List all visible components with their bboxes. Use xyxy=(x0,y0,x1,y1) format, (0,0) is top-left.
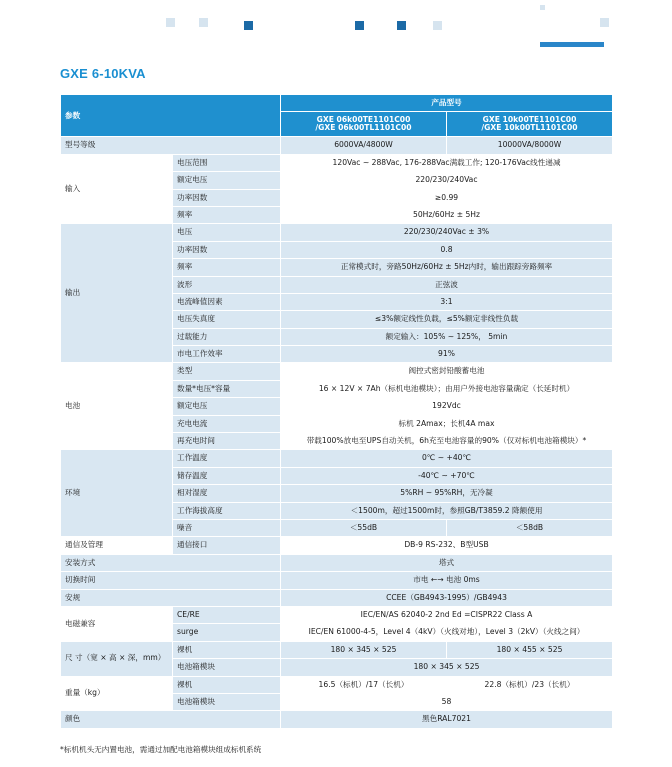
environment-val: -40℃ ~ +70℃ xyxy=(281,467,613,484)
install-val: 塔式 xyxy=(281,554,613,571)
table-row xyxy=(61,589,613,606)
table-row xyxy=(61,641,613,658)
table-row xyxy=(61,363,613,380)
battery-val: 标机 2Amax；长机4A max xyxy=(281,415,613,432)
output-val: ≤3%额定线性负载，≤5%额定非线性负载 xyxy=(281,311,613,328)
emc-val: IEC/EN/AS 62040-2 2nd Ed =CISPR22 Class A xyxy=(281,606,613,623)
size-box-val: 180 × 345 × 525 xyxy=(281,659,613,676)
output-val: 0.8 xyxy=(281,241,613,258)
model-a xyxy=(281,112,447,137)
emc-label: 电磁兼容 xyxy=(61,606,173,641)
rating-label: 型号等级 xyxy=(61,137,281,154)
model-a-line2: /GXE 06k00TL1101C00 xyxy=(315,123,412,133)
rating-a: 6000VA/4800W xyxy=(281,137,447,154)
decor-square xyxy=(199,18,208,27)
size-bare-b: 180 × 455 × 525 xyxy=(447,641,613,658)
environment-val: 0℃ ~ +40℃ xyxy=(281,450,613,467)
input-sub: 功率因数 xyxy=(173,189,281,206)
environment-sub: 储存温度 xyxy=(173,467,281,484)
environment-val: ＜1500m，超过1500m时，参照GB/T3859.2 降额使用 xyxy=(281,502,613,519)
battery-label: 电池 xyxy=(61,363,173,450)
table-row xyxy=(61,606,613,623)
environment-val: 5%RH ~ 95%RH，无冷凝 xyxy=(281,485,613,502)
decor-square xyxy=(244,21,253,30)
color-label: 颜色 xyxy=(61,711,281,728)
environment-sub: 工作海拔高度 xyxy=(173,502,281,519)
decor-square xyxy=(600,18,609,27)
battery-sub: 数量*电压*容量 xyxy=(173,380,281,397)
comm-val: DB-9 RS-232、B型USB xyxy=(281,537,613,554)
comm-sub: 通信接口 xyxy=(173,537,281,554)
size-bare-label: 裸机 xyxy=(173,641,281,658)
environment-sub: 工作温度 xyxy=(173,450,281,467)
model-header: 产品型号 xyxy=(281,95,613,112)
input-val: 120Vac ~ 288Vac, 176-288Vac满载工作; 120-176Vac线性递减 xyxy=(281,154,613,171)
table-row xyxy=(61,137,613,154)
battery-sub: 类型 xyxy=(173,363,281,380)
input-label: 输入 xyxy=(61,154,173,224)
weight-bare-a: 16.5（标机）/17（长机） xyxy=(281,676,447,693)
table-row xyxy=(61,572,613,589)
table-row xyxy=(61,554,613,571)
size-box-label: 电池箱模块 xyxy=(173,659,281,676)
size-label: 尺 寸（宽 × 高 × 深，mm） xyxy=(61,641,173,676)
weight-label: 重量（kg） xyxy=(61,676,173,711)
battery-sub: 再充电时间 xyxy=(173,433,281,450)
input-sub: 频率 xyxy=(173,206,281,223)
emc-sub: CE/RE xyxy=(173,606,281,623)
output-val: 额定输入：105% ~ 125%， 5min xyxy=(281,328,613,345)
weight-bare-b: 22.8（标机）/23（长机） xyxy=(447,676,613,693)
install-label: 安装方式 xyxy=(61,554,281,571)
battery-sub: 充电电流 xyxy=(173,415,281,432)
model-b-line1: GXE 10k00TE1101C00 xyxy=(482,115,577,125)
decor-square xyxy=(166,18,175,27)
noise-label: 噪音 xyxy=(173,519,281,536)
param-header: 参数 xyxy=(61,95,281,137)
noise-b: ＜58dB xyxy=(447,519,613,536)
battery-val: 192Vdc xyxy=(281,398,613,415)
decor-square xyxy=(397,21,406,30)
footnote: *标机机头无内置电池，需通过加配电池箱模块组成标机系统 xyxy=(60,745,262,754)
output-sub: 过载能力 xyxy=(173,328,281,345)
spec-table xyxy=(60,94,613,729)
output-sub: 电流峰值因素 xyxy=(173,293,281,310)
weight-box-label: 电池箱模块 xyxy=(173,693,281,710)
weight-box-val: 58 xyxy=(281,693,613,710)
model-b-line2: /GXE 10k00TL1101C00 xyxy=(481,123,578,133)
table-row xyxy=(61,711,613,728)
noise-a: ＜55dB xyxy=(281,519,447,536)
switch-label: 切换时间 xyxy=(61,572,281,589)
header-row xyxy=(61,95,613,112)
output-val: 91% xyxy=(281,346,613,363)
table-row xyxy=(61,224,613,241)
output-sub: 电压失真度 xyxy=(173,311,281,328)
battery-val: 阀控式密封铅酸蓄电池 xyxy=(281,363,613,380)
comm-label: 通信及管理 xyxy=(61,537,173,554)
model-a-line1: GXE 06k00TE1101C00 xyxy=(316,115,411,125)
safety-val: CCEE（GB4943-1995）/GB4943 xyxy=(281,589,613,606)
rating-b: 10000VA/8000W xyxy=(447,137,613,154)
environment-label: 环境 xyxy=(61,450,173,537)
color-val: 黑色RAL7021 xyxy=(281,711,613,728)
input-sub: 电压范围 xyxy=(173,154,281,171)
page-title: GXE 6-10KVA xyxy=(60,66,146,81)
table-row xyxy=(61,537,613,554)
table-row xyxy=(61,450,613,467)
decorative-header xyxy=(0,0,672,50)
size-bare-a: 180 × 345 × 525 xyxy=(281,641,447,658)
battery-sub: 额定电压 xyxy=(173,398,281,415)
input-val: ≥0.99 xyxy=(281,189,613,206)
output-sub: 功率因数 xyxy=(173,241,281,258)
output-sub: 电压 xyxy=(173,224,281,241)
switch-val: 市电 ←→ 电池 0ms xyxy=(281,572,613,589)
output-val: 220/230/240Vac ± 3% xyxy=(281,224,613,241)
input-val: 50Hz/60Hz ± 5Hz xyxy=(281,206,613,223)
decor-bar xyxy=(540,42,604,47)
battery-val: 带载100%放电至UPS自动关机，6h充至电池容量的90%（仅对标机电池箱模块）* xyxy=(281,433,613,450)
output-sub: 频率 xyxy=(173,259,281,276)
input-val: 220/230/240Vac xyxy=(281,172,613,189)
output-val: 正弦波 xyxy=(281,276,613,293)
decor-square xyxy=(540,5,545,10)
emc-sub: surge xyxy=(173,624,281,641)
output-label: 输出 xyxy=(61,224,173,363)
output-sub: 波形 xyxy=(173,276,281,293)
output-sub: 市电工作效率 xyxy=(173,346,281,363)
emc-val: IEC/EN 61000-4-5，Level 4（4kV）（火线对地），Level 3（2kV）（火线之间） xyxy=(281,624,613,641)
battery-val: 16 × 12V × 7Ah（标机电池模块）；由用户外接电池容量确定（长延时机） xyxy=(281,380,613,397)
environment-sub: 相对湿度 xyxy=(173,485,281,502)
input-sub: 额定电压 xyxy=(173,172,281,189)
table-row xyxy=(61,676,613,693)
decor-square xyxy=(355,21,364,30)
safety-label: 安规 xyxy=(61,589,281,606)
output-val: 正常模式时，旁路50Hz/60Hz ± 5Hz内时，输出跟踪旁路频率 xyxy=(281,259,613,276)
decor-square xyxy=(433,21,442,30)
weight-bare-label: 裸机 xyxy=(173,676,281,693)
table-row xyxy=(61,154,613,171)
output-val: 3:1 xyxy=(281,293,613,310)
model-b xyxy=(447,112,613,137)
